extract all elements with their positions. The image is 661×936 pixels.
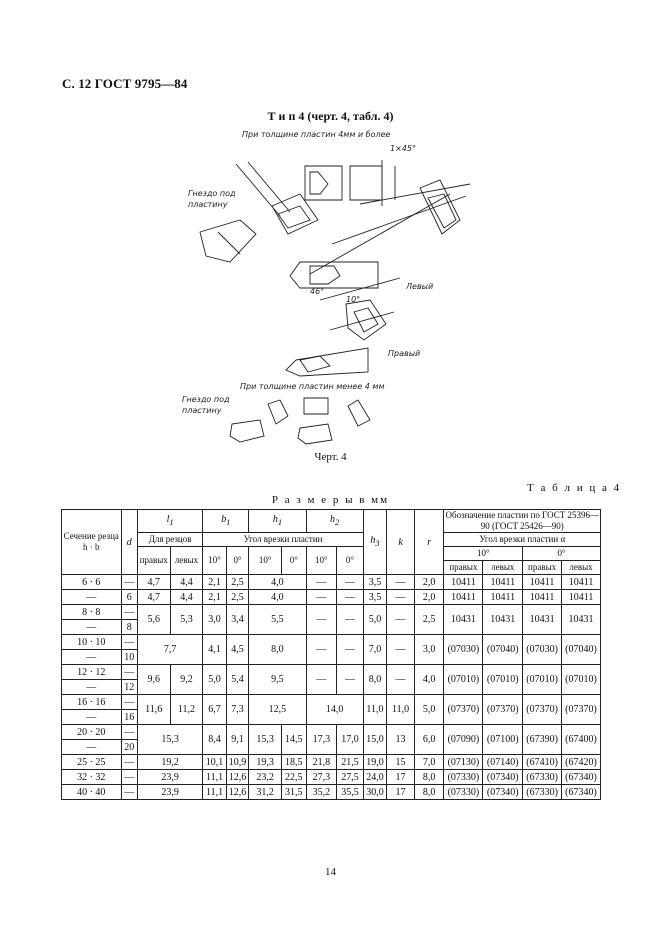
cell-h1: 4,0 xyxy=(249,575,306,590)
cell-r: 6,0 xyxy=(414,725,444,755)
label-slot-2b: пластину xyxy=(182,406,222,415)
header-left: левых xyxy=(170,547,203,575)
cell-l1-left: 11,2 xyxy=(170,695,203,725)
label-10: 10° xyxy=(346,295,361,304)
cell-k: 15 xyxy=(387,755,415,770)
label-46: 46° xyxy=(310,287,325,296)
cell-l1: 19,2 xyxy=(137,755,202,770)
cell-plate: 10431 xyxy=(483,605,523,635)
cell-plate: (07010) xyxy=(483,665,523,695)
cell-b1-10: 8,4 xyxy=(203,725,227,755)
cell-plate: (67400) xyxy=(562,725,601,755)
cell-plate: (67420) xyxy=(562,755,601,770)
cell-plate: (67340) xyxy=(562,785,601,800)
cell-l1-left: 4,4 xyxy=(170,575,203,590)
cell-l1-right: 4,7 xyxy=(137,575,170,590)
cell-plate: (67340) xyxy=(562,770,601,785)
cell-plate: (07010) xyxy=(523,665,562,695)
cell-plate: (07370) xyxy=(523,695,562,725)
cell-d: 8 xyxy=(121,620,137,635)
cell-b1-10: 2,1 xyxy=(203,575,227,590)
cell-plate: 10411 xyxy=(444,590,483,605)
cell-h3: 3,5 xyxy=(363,590,387,605)
cell-h1: 9,5 xyxy=(249,665,306,695)
dimensions-table xyxy=(61,509,601,800)
cell-section: 32 · 32 xyxy=(62,770,122,785)
cell-plate: 10431 xyxy=(562,605,601,635)
cell-h2-0: 21,5 xyxy=(337,755,364,770)
cell-h3: 11,0 xyxy=(363,695,387,725)
cell-b1-0: 5,4 xyxy=(226,665,248,695)
cell-h1: 8,0 xyxy=(249,635,306,665)
cell-h2-0: 35,5 xyxy=(337,785,364,800)
cell-r: 7,0 xyxy=(414,755,444,770)
header-cut-angle-alpha: Угол врезки пластин α xyxy=(444,533,601,547)
cell-d: 16 xyxy=(121,710,137,725)
cell-k: 13 xyxy=(387,725,415,755)
cell-section: 25 · 25 xyxy=(62,755,122,770)
cell-plate: 10411 xyxy=(483,590,523,605)
header-cut-angle: Угол врезки пластин xyxy=(203,533,363,547)
cell-plate: (07370) xyxy=(444,695,483,725)
cell-r: 8,0 xyxy=(414,770,444,785)
cell-r: 8,0 xyxy=(414,785,444,800)
cell-h2-10: 21,8 xyxy=(306,755,337,770)
cell-h2-10: — xyxy=(306,635,337,665)
cell-l1: 23,9 xyxy=(137,785,202,800)
cell-section: 10 · 10 xyxy=(62,635,122,650)
header-l1: $l_1$ xyxy=(137,510,202,533)
table-row xyxy=(62,665,601,680)
cell-h1-10: 19,3 xyxy=(249,755,282,770)
cutter-inclined-right xyxy=(310,180,470,274)
cell-plate: (07330) xyxy=(444,785,483,800)
cell-h3: 30,0 xyxy=(363,785,387,800)
header-k: k xyxy=(387,510,415,575)
cell-plate: (67330) xyxy=(523,770,562,785)
cell-h1: 4,0 xyxy=(249,590,306,605)
cell-h3: 7,0 xyxy=(363,635,387,665)
header-b1: $b_1$ xyxy=(203,510,249,533)
header-plate-0: 0° xyxy=(523,547,601,561)
header-h2: $h_2$ xyxy=(306,510,363,533)
cell-h2-10: — xyxy=(306,575,337,590)
cell-section: — xyxy=(62,680,122,695)
cutter-thin-parts xyxy=(230,398,370,444)
cell-h1-0: 14,5 xyxy=(281,725,306,755)
page-header: С. 12 ГОСТ 9795—84 xyxy=(62,76,188,91)
cell-h1-10: 31,2 xyxy=(249,785,282,800)
cell-plate: (07340) xyxy=(483,785,523,800)
cell-h2-0: — xyxy=(337,590,364,605)
label-slot-2: Гнездо под xyxy=(182,395,230,404)
cell-d: 20 xyxy=(121,740,137,755)
header-h1: $h_1$ xyxy=(249,510,306,533)
cell-plate: (07370) xyxy=(562,695,601,725)
cell-h2-10: 27,3 xyxy=(306,770,337,785)
cell-h3: 8,0 xyxy=(363,665,387,695)
label-slot-1b: пластину xyxy=(188,200,228,209)
cell-plate: 10431 xyxy=(444,605,483,635)
header-right: правых xyxy=(137,547,170,575)
header-b1-0: 0° xyxy=(226,547,248,575)
cell-d: — xyxy=(121,770,137,785)
cell-plate: 10411 xyxy=(483,575,523,590)
header-for-cutters: Для резцов xyxy=(137,533,202,547)
cell-l1-right: 5,6 xyxy=(137,605,170,635)
cell-k: — xyxy=(387,665,415,695)
cell-b1-0: 2,5 xyxy=(226,590,248,605)
cell-section: — xyxy=(62,620,122,635)
cell-h1-0: 31,5 xyxy=(281,785,306,800)
cell-d: — xyxy=(121,785,137,800)
cell-plate: (07010) xyxy=(562,665,601,695)
cell-h2-0: 27,5 xyxy=(337,770,364,785)
table-row xyxy=(62,725,601,740)
cutter-lower xyxy=(330,300,394,340)
cell-plate: (07100) xyxy=(483,725,523,755)
table-row xyxy=(62,770,601,785)
cell-d: — xyxy=(121,695,137,710)
cell-r: 3,0 xyxy=(414,635,444,665)
type-title: Т и п 4 (черт. 4, табл. 4) xyxy=(267,109,394,123)
cell-h2-0: — xyxy=(337,605,364,635)
cell-b1-0: 10,9 xyxy=(226,755,248,770)
cell-b1-0: 2,5 xyxy=(226,575,248,590)
cell-h1-10: 23,2 xyxy=(249,770,282,785)
cell-d: — xyxy=(121,635,137,650)
table-row xyxy=(62,590,601,605)
cell-b1-10: 5,0 xyxy=(203,665,227,695)
cell-l1-right: 4,7 xyxy=(137,590,170,605)
header-h2-0: 0° xyxy=(337,547,364,575)
header-section: Сечение резца h · b xyxy=(62,510,122,575)
header-plate-10: 10° xyxy=(444,547,523,561)
cell-b1-10: 11,1 xyxy=(203,770,227,785)
cell-h1-0: 18,5 xyxy=(281,755,306,770)
cell-b1-0: 12,6 xyxy=(226,770,248,785)
cell-h2-10: 35,2 xyxy=(306,785,337,800)
cell-section: 40 · 40 xyxy=(62,785,122,800)
cell-b1-0: 3,4 xyxy=(226,605,248,635)
cell-k: 17 xyxy=(387,770,415,785)
cell-plate: (67390) xyxy=(523,725,562,755)
cell-h3: 3,5 xyxy=(363,575,387,590)
cell-section: — xyxy=(62,650,122,665)
table-row xyxy=(62,755,601,770)
cell-b1-0: 4,5 xyxy=(226,635,248,665)
cell-plate: 10411 xyxy=(523,575,562,590)
table-row xyxy=(62,605,601,620)
cell-b1-10: 2,1 xyxy=(203,590,227,605)
cell-d: — xyxy=(121,605,137,620)
cell-section: 8 · 8 xyxy=(62,605,122,620)
header-plate-right-10: правых xyxy=(444,561,483,575)
header-r: r xyxy=(414,510,444,575)
cell-b1-10: 4,1 xyxy=(203,635,227,665)
cell-h2-0: — xyxy=(337,665,364,695)
cell-plate: (67410) xyxy=(523,755,562,770)
cell-h1: 5,5 xyxy=(249,605,306,635)
header-plate-left-10: левых xyxy=(483,561,523,575)
cell-b1-0: 7,3 xyxy=(226,695,248,725)
cell-l1: 15,3 xyxy=(137,725,202,755)
cell-section: — xyxy=(62,710,122,725)
cutter-right-hand xyxy=(286,348,368,376)
cell-section: 16 · 16 xyxy=(62,695,122,710)
header-plate-right-0: правых xyxy=(523,561,562,575)
cell-plate: (07090) xyxy=(444,725,483,755)
cell-r: 2,0 xyxy=(414,590,444,605)
cell-b1-10: 11,1 xyxy=(203,785,227,800)
cell-plate: (07010) xyxy=(444,665,483,695)
label-right: Правый xyxy=(388,349,421,358)
label-thin-plates: При толщине пластин менее 4 мм xyxy=(240,382,385,391)
header-h3: $h_3$ xyxy=(363,510,387,575)
cell-h3: 15,0 xyxy=(363,725,387,755)
cell-plate: (07040) xyxy=(483,635,523,665)
cell-l1-left: 5,3 xyxy=(170,605,203,635)
cell-l1-right: 9,6 xyxy=(137,665,170,695)
figure-caption: Черт. 4 xyxy=(314,451,347,463)
cell-l1-left: 4,4 xyxy=(170,590,203,605)
cell-h2: 14,0 xyxy=(306,695,363,725)
cell-plate: (07330) xyxy=(444,770,483,785)
cell-k: — xyxy=(387,605,415,635)
cell-r: 5,0 xyxy=(414,695,444,725)
cell-h2-10: — xyxy=(306,605,337,635)
cell-h1: 12,5 xyxy=(249,695,306,725)
cell-l1-right: 11,6 xyxy=(137,695,170,725)
cell-d: 6 xyxy=(121,590,137,605)
cell-plate: (07040) xyxy=(562,635,601,665)
cell-b1-0: 9,1 xyxy=(226,725,248,755)
cell-h1-10: 15,3 xyxy=(249,725,282,755)
header-h1-10: 10° xyxy=(249,547,282,575)
dimensions-label: Р а з м е р ы в мм xyxy=(271,494,390,506)
header-h1-0: 0° xyxy=(281,547,306,575)
cell-k: 17 xyxy=(387,785,415,800)
technical-drawing xyxy=(160,124,480,454)
cell-k: — xyxy=(387,590,415,605)
cell-d: 12 xyxy=(121,680,137,695)
cell-plate: 10411 xyxy=(523,590,562,605)
cell-plate: (07140) xyxy=(483,755,523,770)
cell-h2-0: — xyxy=(337,575,364,590)
cell-h3: 5,0 xyxy=(363,605,387,635)
cell-k: 11,0 xyxy=(387,695,415,725)
cell-h2-10: 17,3 xyxy=(306,725,337,755)
cell-b1-0: 12,6 xyxy=(226,785,248,800)
cell-section: 20 · 20 xyxy=(62,725,122,740)
cell-d: 10 xyxy=(121,650,137,665)
cell-plate: (67330) xyxy=(523,785,562,800)
cell-h2-10: — xyxy=(306,665,337,695)
cell-l1: 23,9 xyxy=(137,770,202,785)
header-h2-10: 10° xyxy=(306,547,337,575)
cell-b1-10: 6,7 xyxy=(203,695,227,725)
cell-k: — xyxy=(387,635,415,665)
cell-section: — xyxy=(62,740,122,755)
cell-r: 4,0 xyxy=(414,665,444,695)
cell-r: 2,0 xyxy=(414,575,444,590)
cell-b1-10: 10,1 xyxy=(203,755,227,770)
label-thick-plates: При толщине пластин 4мм и более xyxy=(242,130,391,139)
cell-h2-0: 17,0 xyxy=(337,725,364,755)
cell-h2-10: — xyxy=(306,590,337,605)
cell-plate: 10431 xyxy=(523,605,562,635)
cell-l1-left: 9,2 xyxy=(170,665,203,695)
cell-section: 6 · 6 xyxy=(62,575,122,590)
cell-plate: (07370) xyxy=(483,695,523,725)
label-left: Левый xyxy=(406,282,434,291)
header-plate: Обозначение пластин по ГОСТ 25396—90 (ГОСТ 25426—90) xyxy=(445,510,599,531)
cell-plate: 10411 xyxy=(562,575,601,590)
cell-plate: (07030) xyxy=(523,635,562,665)
cell-d: — xyxy=(121,755,137,770)
cell-section: 12 · 12 xyxy=(62,665,122,680)
label-chamfer: 1×45° xyxy=(390,144,416,153)
cell-h2-0: — xyxy=(337,635,364,665)
cell-r: 2,5 xyxy=(414,605,444,635)
label-slot-1: Гнездо под xyxy=(188,189,236,198)
cell-plate: (07030) xyxy=(444,635,483,665)
cell-k: — xyxy=(387,575,415,590)
cutter-left-hand xyxy=(290,262,400,300)
cell-h3: 24,0 xyxy=(363,770,387,785)
header-plate-left-0: левых xyxy=(562,561,601,575)
cell-b1-10: 3,0 xyxy=(203,605,227,635)
table-row xyxy=(62,575,601,590)
cell-plate: (07130) xyxy=(444,755,483,770)
table-row xyxy=(62,695,601,710)
cutter-slot xyxy=(200,162,318,262)
cell-plate: (07340) xyxy=(483,770,523,785)
cutter-top xyxy=(305,160,395,206)
cell-d: — xyxy=(121,725,137,740)
table-row xyxy=(62,785,601,800)
cell-d: — xyxy=(121,665,137,680)
header-d: d xyxy=(121,510,137,575)
cell-h3: 19,0 xyxy=(363,755,387,770)
header-b1-10: 10° xyxy=(203,547,227,575)
page-number: 14 xyxy=(325,866,336,878)
table-row xyxy=(62,635,601,650)
cell-l1: 7,7 xyxy=(137,635,202,665)
cell-plate: 10411 xyxy=(562,590,601,605)
cell-section: — xyxy=(62,590,122,605)
cell-plate: 10411 xyxy=(444,575,483,590)
cell-d: — xyxy=(121,575,137,590)
table-label: Т а б л и ц а 4 xyxy=(527,482,622,494)
cell-h1-0: 22,5 xyxy=(281,770,306,785)
